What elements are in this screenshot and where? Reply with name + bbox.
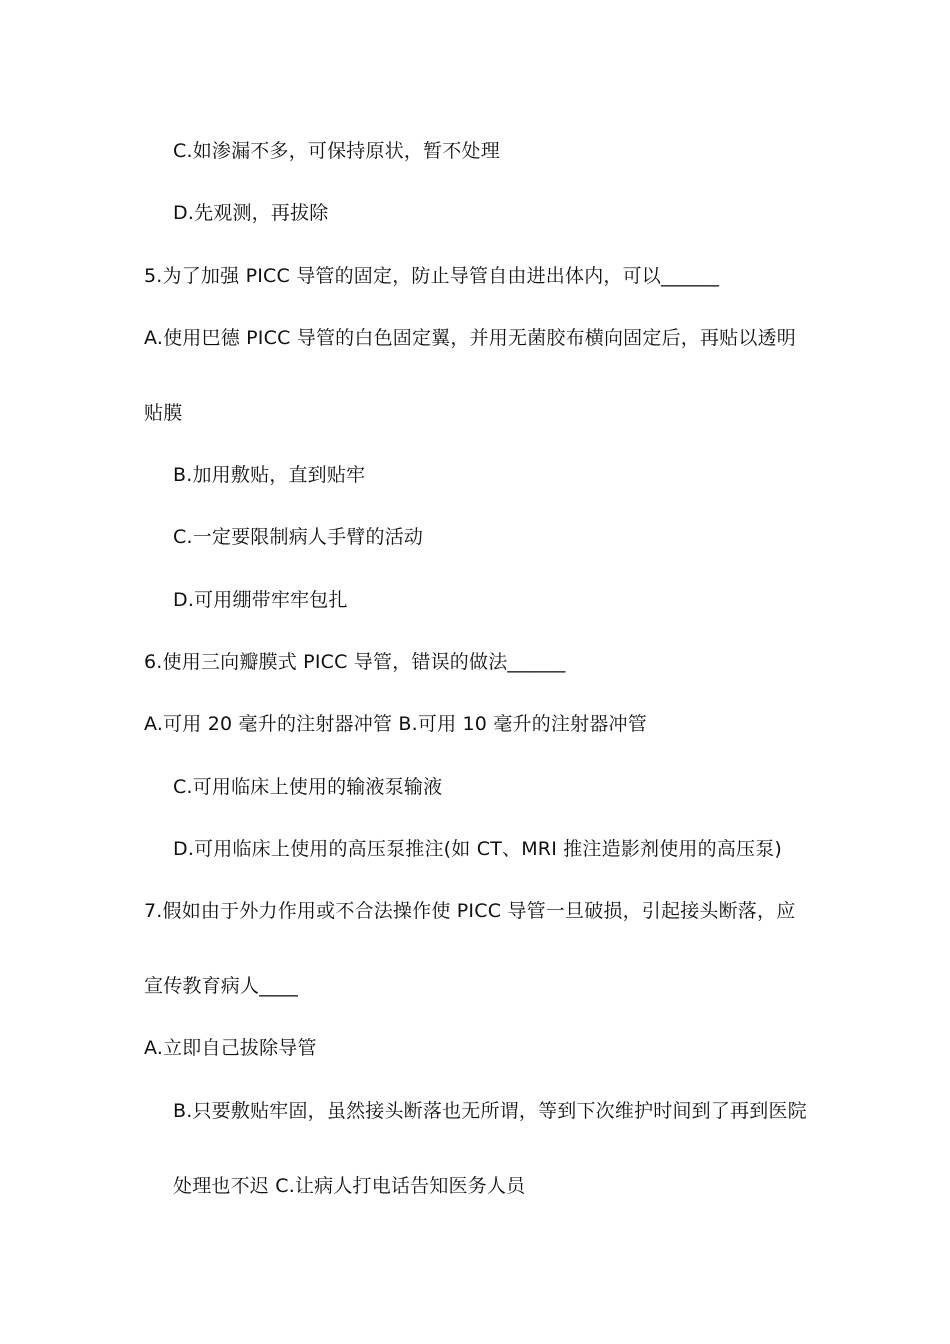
option-b-q5: B.加用敷贴，直到贴牢	[173, 464, 366, 486]
question-7: 7.假如由于外力作用或不合法操作使 PICC 导管一旦破损，引起接头断落，应	[144, 900, 796, 922]
question-6: 6.使用三向瓣膜式 PICC 导管，错误的做法______	[144, 651, 566, 673]
option-c-q5: C.一定要限制病人手臂的活动	[173, 526, 424, 548]
option-a-q5: A.使用巴德 PICC 导管的白色固定翼，并用无菌胶布横向固定后，再贴以透明	[144, 327, 796, 349]
option-c-q6: C.可用临床上使用的输液泵输液	[173, 776, 443, 798]
question-7-continued: 宣传教育病人____	[144, 975, 299, 997]
option-b-q7-continued: 处理也不迟 C.让病人打电话告知医务人员	[173, 1175, 526, 1197]
option-c-q4: C.如渗漏不多，可保持原状，暂不处理	[173, 140, 500, 162]
option-a-q7: A.立即自己拔除导管	[144, 1037, 317, 1059]
option-a-q5-continued: 贴膜	[144, 402, 183, 424]
question-5: 5.为了加强 PICC 导管的固定，防止导管自由进出体内，可以______	[144, 265, 720, 287]
option-d-q6: D.可用临床上使用的高压泵推注(如 CT、MRI 推注造影剂使用的高压泵)	[173, 838, 783, 860]
option-b-q7: B.只要敷贴牢固，虽然接头断落也无所谓，等到下次维护时间到了再到医院	[173, 1100, 807, 1122]
options-ab-q6: A.可用 20 毫升的注射器冲管 B.可用 10 毫升的注射器冲管	[144, 713, 647, 735]
option-d-q4: D.先观测，再拔除	[173, 202, 329, 224]
option-d-q5: D.可用绷带牢牢包扎	[173, 589, 348, 611]
